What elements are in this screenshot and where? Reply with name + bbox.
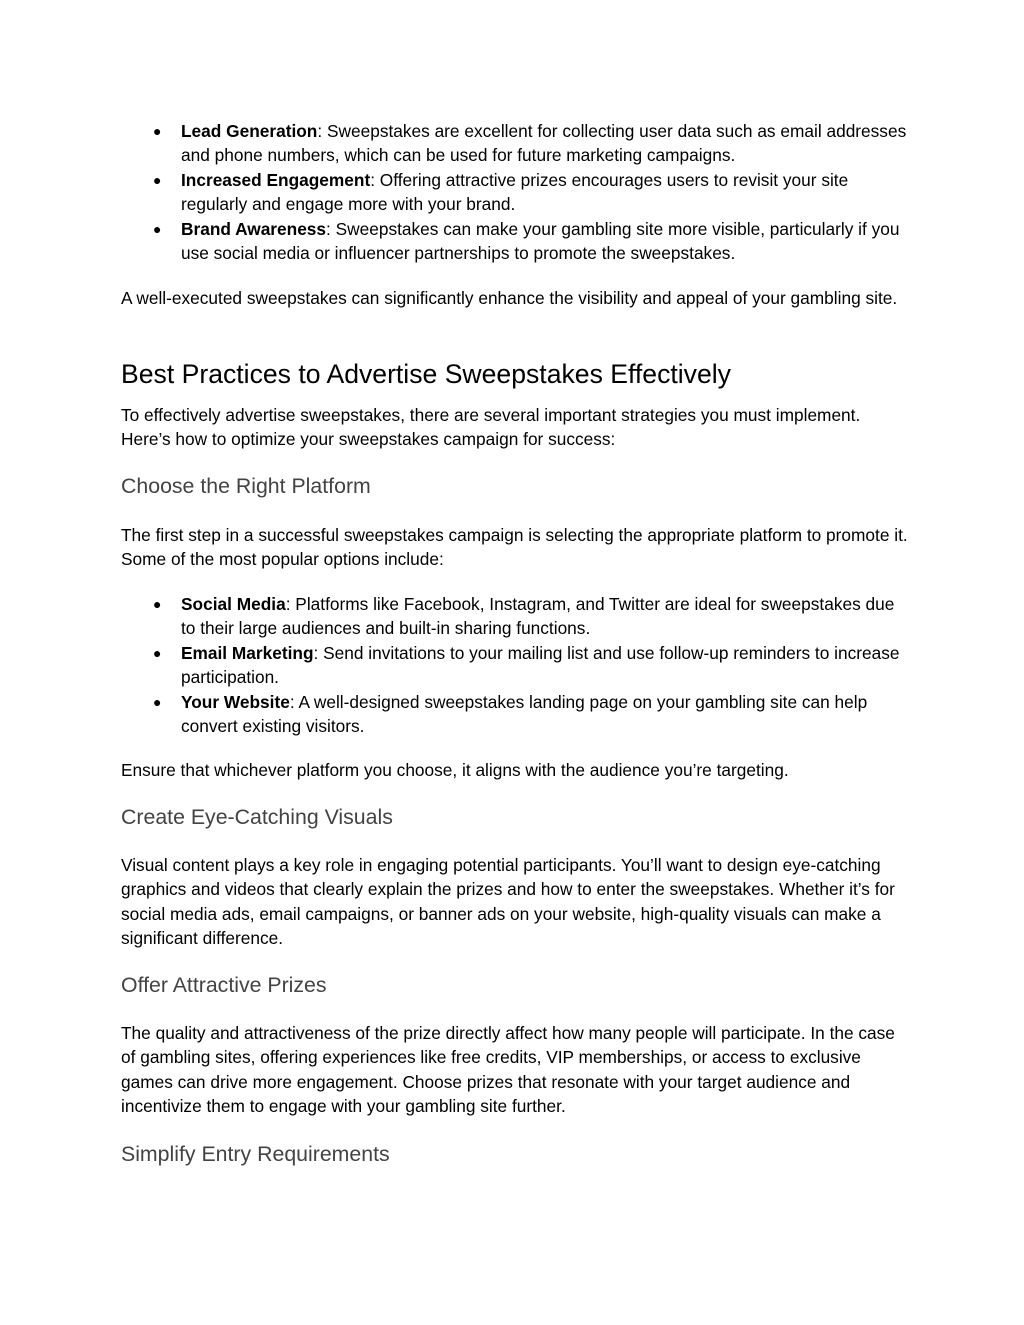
list-item-term: Email Marketing [181,642,314,663]
platform-list [121,592,911,738]
list-item [121,217,911,266]
list-item-term: Increased Engagement [181,169,371,190]
list-item-text: : Offering attractive prizes encourages users to revisit your site regularly and engage more with your brand. [181,169,849,215]
subsection-heading: Create Eye-Catching Visuals [121,805,393,829]
list-item-text: : Sweepstakes are excellent for collecting user data such as email addresses and phone numbers, which can be used for future marketing campaigns. [181,121,907,166]
list-item-term: Your Website [181,691,290,712]
list-item-term: Brand Awareness [181,218,327,239]
platform-paragraph: The first step in a successful sweepstakes campaign is selecting the appropriate platform to promote it. Some of the most popular options include: [121,525,908,570]
subsection-heading: Choose the Right Platform [121,474,371,498]
list-item [121,168,911,217]
bullet-icon: ● [153,596,162,612]
list-item-text: : Platforms like Facebook, Instagram, and Twitter are ideal for sweepstakes due to their large audiences and built-in sharing functions. [181,594,895,639]
list-item [121,641,911,690]
visuals-paragraph: Visual content plays a key role in engaging potential participants. You’ll want to design eye-catching graphics and videos that clearly explain the prizes and how to enter the sweepstakes. Whether it’s for social media ads, email campaigns, or banner ads on your website, high-quality visuals can make a significant difference. [121,855,895,949]
intro-paragraph: To effectively advertise sweepstakes, there are several important strategies you must implement. Here’s how to optimize your sweepstakes campaign for success: [121,405,861,450]
prizes-paragraph: The quality and attractiveness of the prize directly affect how many people will participate. In the case of gambling sites, offering experiences like free credits, VIP memberships, or access to exclusive games can drive more engagement. Choose prizes that resonate with your target audience and incentivize them to engage with your gambling site further. [121,1023,895,1117]
subsection-heading: Simplify Entry Requirements [121,1142,390,1166]
benefits-list [121,119,911,265]
list-item-text: : Sweepstakes can make your gambling site more visible, particularly if you use social media or influencer partnerships to promote the sweepstakes. [181,218,900,264]
list-item-term: Social Media [181,594,286,614]
section-heading: Best Practices to Advertise Sweepstakes Effectively [121,359,731,389]
subsection-heading: Offer Attractive Prizes [121,973,327,997]
bullet-icon: ● [153,693,162,710]
list-item-text: : A well-designed sweepstakes landing page on your gambling site can help convert existing visitors. [181,691,868,737]
bullet-icon: ● [153,644,162,661]
list-item [121,592,911,641]
summary-paragraph: A well-executed sweepstakes can significantly enhance the visibility and appeal of your gambling site. [121,288,898,308]
bullet-icon: ● [153,171,162,188]
ensure-paragraph: Ensure that whichever platform you choose, it aligns with the audience you’re targeting. [121,760,789,780]
list-item [121,119,911,168]
list-item [121,690,911,739]
bullet-icon: ● [153,123,162,139]
list-item-text: : Send invitations to your mailing list and use follow-up reminders to increase participation. [181,642,900,688]
list-item-term: Lead Generation [181,121,318,141]
bullet-icon: ● [153,220,162,237]
